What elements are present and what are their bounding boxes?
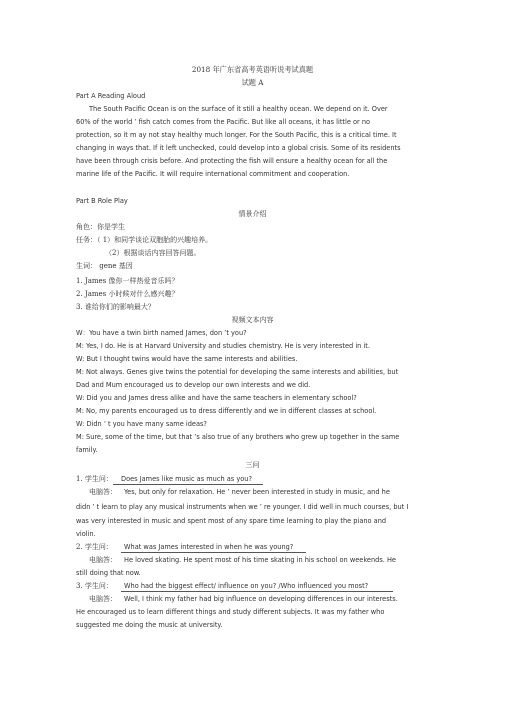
- qa-1-answer-line-4: violin.: [76, 530, 96, 538]
- part-a-line-3: protection, so it m ay not stay healthy much longer. For the South Pacific, this is a critical time. It: [76, 131, 397, 139]
- qa-2-question: What was James interested in when he was young?: [124, 543, 294, 551]
- part-a-line-2: 60% of the world ’ fish catch comes from the Pacific. But like all oceans, it has little or no: [76, 118, 371, 126]
- dialogue-line-3: W: But I thought twins would have the same interests and abilities.: [76, 355, 298, 363]
- qa-2-answer-prefix: 电脑答：: [89, 556, 117, 564]
- dialogue-line-7: M: No, my parents encouraged us to dress differently and we in different classes at school.: [76, 407, 377, 415]
- qa-2-question-underline: [121, 552, 306, 553]
- qa-2-answer-line-1: He loved skating. He spent most of his time skating in his school on weekends. He: [124, 556, 396, 564]
- three-questions-title: 三问: [245, 461, 260, 469]
- qa-3-question-underline: [121, 591, 393, 592]
- dialogue-line-4: M: Not always. Genes give twins the potential for developing the same interests and abilities, but: [76, 368, 399, 376]
- part-a-heading: Part A Reading Aloud: [76, 92, 146, 100]
- qa-1-answer-line-2: didn ’ t learn to play any musical instruments when we ’ re younger. I did well in much courses, but I: [76, 503, 409, 511]
- question-item-2: 2. James 小时候对什么感兴趣？: [76, 290, 179, 298]
- part-a-line-1: The South Pacific Ocean is on the surface of it still a healthy ocean. We depend on it. Over: [89, 105, 388, 113]
- qa-3-answer-line-2: He encouraged us to learn different things and study different subjects. It was my father who: [76, 608, 385, 616]
- dialogue-line-5: Dad and Mum encouraged us to develop our own interests and we did.: [76, 381, 311, 389]
- task-line-2: （2）根据谈话内容回答问题。: [105, 249, 201, 257]
- dialogue-line-6: W: Did you and James dress alike and have the same teachers in elementary school?: [76, 394, 357, 402]
- part-a-line-6: marine life of the Pacific. It will require international commitment and cooperation.: [76, 170, 350, 178]
- document-subtitle: 试题 A: [241, 78, 264, 87]
- qa-2-question-prefix: 2. 学生问：: [76, 543, 113, 551]
- role-line: 角色：你是学生: [76, 223, 125, 231]
- qa-1-question-prefix: 1. 学生问：: [76, 475, 113, 483]
- qa-3-question-prefix: 3. 学生问：: [76, 582, 113, 590]
- qa-3-question: Who had the biggest effect/ influence on you? /Who influenced you most?: [124, 582, 369, 590]
- video-text-title: 视频文本内容: [231, 316, 274, 324]
- qa-1-question: Does James like music as much as you?: [121, 475, 252, 483]
- dialogue-line-8: W: Didn ’ t you have many same ideas?: [76, 420, 207, 428]
- dialogue-line-9: M: Sure, some of the time, but that ’s also true of any brothers who grew up together in the same: [76, 433, 400, 441]
- dialogue-line-10: family.: [76, 446, 98, 454]
- qa-3-answer-prefix: 电脑答：: [89, 595, 117, 603]
- part-b-heading: Part B Role Play: [76, 197, 128, 205]
- qa-1-answer-line-3: was very interested in music and spent most of any spare time learning to play the piano and: [76, 517, 387, 525]
- qa-1-question-underline: [113, 484, 263, 485]
- qa-1-answer-prefix: 电脑答：: [89, 488, 117, 496]
- dialogue-line-2: M: Yes, I do. He is at Harvard University and studies chemistry. He is very interested in it.: [76, 342, 370, 350]
- qa-2-answer-line-2: still doing that now.: [76, 569, 141, 577]
- part-a-line-4: changing in ways that. If it left unchecked, could develop into a global crisis. Some of its residents: [76, 144, 401, 152]
- scenario-title: 情景介绍: [238, 210, 267, 218]
- vocab-line: 生词： gene 基因: [76, 262, 133, 270]
- question-item-3: 3. 谁给你们的影响最大？: [76, 303, 155, 311]
- part-a-line-5: have been through crisis before. And protecting the fish will ensure a healthy ocean for all the: [76, 157, 388, 165]
- question-item-1: 1. James 像你一样热爱音乐吗？: [76, 277, 179, 285]
- task-line-1: 任务：（ 1）和同学谈论双胞胎的兴趣培养。: [76, 236, 213, 244]
- qa-1-answer-line-1: Yes, but only for relaxation. He ’ never been interested in study in music, and he: [124, 488, 390, 496]
- qa-3-answer-line-3: suggested me doing the music at university.: [76, 621, 223, 629]
- qa-3-answer-line-1: Well, I think my father had big influence on developing differences in our interests.: [124, 595, 398, 603]
- document-title: 2018 年广东省高考英语听说考试真题: [191, 65, 314, 74]
- dialogue-line-1: W：You have a twin birth named James, don ’t you?: [76, 329, 247, 337]
